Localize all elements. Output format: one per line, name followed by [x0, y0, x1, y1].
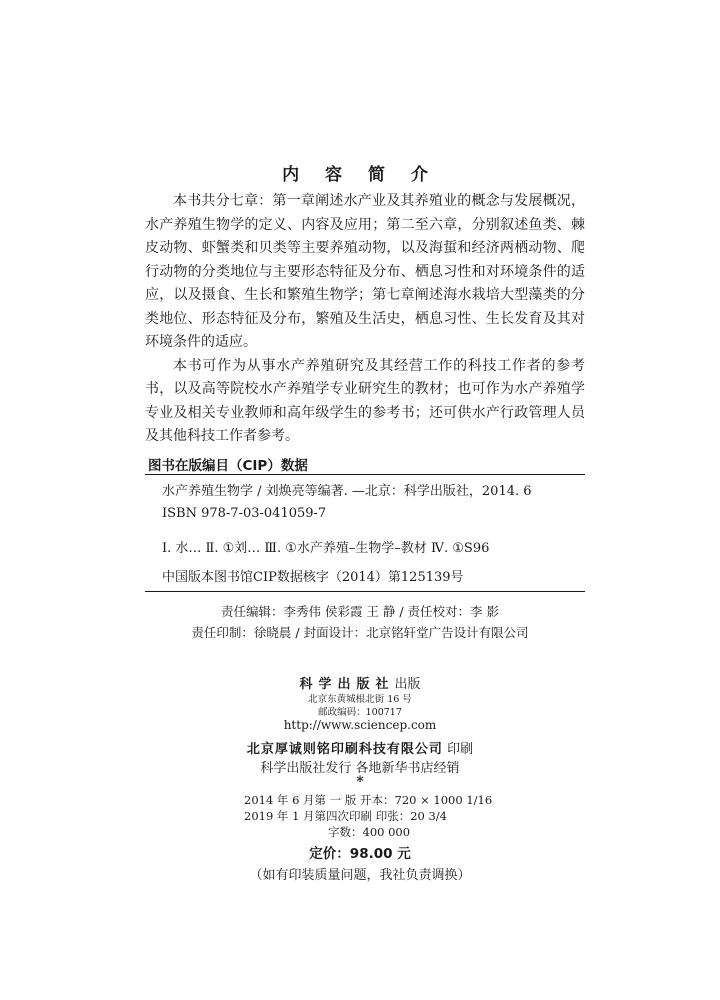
publisher-name: 科学出版社 — [299, 677, 395, 692]
cip-isbn: ISBN 978-7-03-041059-7 — [162, 506, 327, 521]
word-count: 字数：400 000 — [328, 825, 411, 839]
edition-line: 2014 年 6 月第 一 版 开本：720 × 1000 1/16 — [244, 793, 493, 807]
cip-heading: 图书在版编目（CIP）数据 — [148, 458, 308, 474]
printer-name: 北京厚诚则铭印刷科技有限公司 — [246, 742, 443, 757]
quality-note: （如有印装质量问题，我社负责调换） — [249, 868, 471, 883]
cip-bottom-rule — [145, 591, 585, 592]
publisher-suffix: 出版 — [394, 677, 421, 692]
publisher-line — [0, 673, 720, 692]
publisher-url: http://www.sciencep.com — [283, 718, 437, 732]
abstract-paragraph-1: 本书共分七章：第一章阐述水产业及其养殖业的概念与发展概况，水产养殖生物学的定义、内容及应用；第二至六章，分别叙述鱼类、棘皮动物、虾蟹类和贝类等主要养殖动物，以及海蜇和经济两栖动物、爬行动物的分类地位与主要形态特征及分布、栖息习性和对环境条件的适应，以及摄食、生长和繁殖生物学；第七章阐述海水栽培大型藻类的分类地位、形态特征及分布，繁殖及生活史，栖息习性、生长发育及其对环境条件的适应。 — [145, 193, 585, 350]
editor-credits: 责任编辑：李秀伟 侯彩霞 王 静 / 责任校对：李 影 — [220, 604, 500, 619]
production-credits: 责任印制：徐晓晨 / 封面设计：北京铭轩堂广告设计有限公司 — [191, 625, 529, 640]
cip-top-rule — [145, 474, 585, 475]
distribution-line: 科学出版社发行 各地新华书店经销 — [260, 761, 460, 776]
printing-line: 2019 年 1 月第四次印刷 印张：20 3/4 — [244, 809, 448, 823]
abstract-section — [145, 190, 585, 449]
cip-record-line: 水产养殖生物学 / 刘焕亮等编著. —北京：科学出版社，2014. 6 — [162, 484, 532, 499]
publisher-zip: 邮政编码：100717 — [318, 707, 402, 718]
page-title: 内 容 简 介 — [282, 165, 438, 185]
abstract-paragraph-2: 本书可作为从事水产养殖研究及其经营工作的科技工作者的参考书，以及高等院校水产养殖学专业研究生的教材；也可作为水产养殖学专业及相关专业教师和高年级学生的参考书；还可供水产行政管理人员及其他科技工作者参考。 — [145, 357, 585, 444]
publisher-address: 北京东黄城根北街 16 号 — [308, 694, 412, 705]
cip-classification: Ⅰ. 水… Ⅱ. ①刘… Ⅲ. ①水产养殖–生物学–教材 Ⅳ. ①S96 — [162, 541, 490, 556]
printer-suffix: 印刷 — [447, 742, 474, 757]
separator-star: * — [356, 774, 364, 790]
price: 定价：98.00 元 — [309, 846, 411, 862]
printer-line — [0, 738, 720, 757]
cip-verification-number: 中国版本图书馆CIP数据核字（2014）第125139号 — [162, 570, 464, 585]
